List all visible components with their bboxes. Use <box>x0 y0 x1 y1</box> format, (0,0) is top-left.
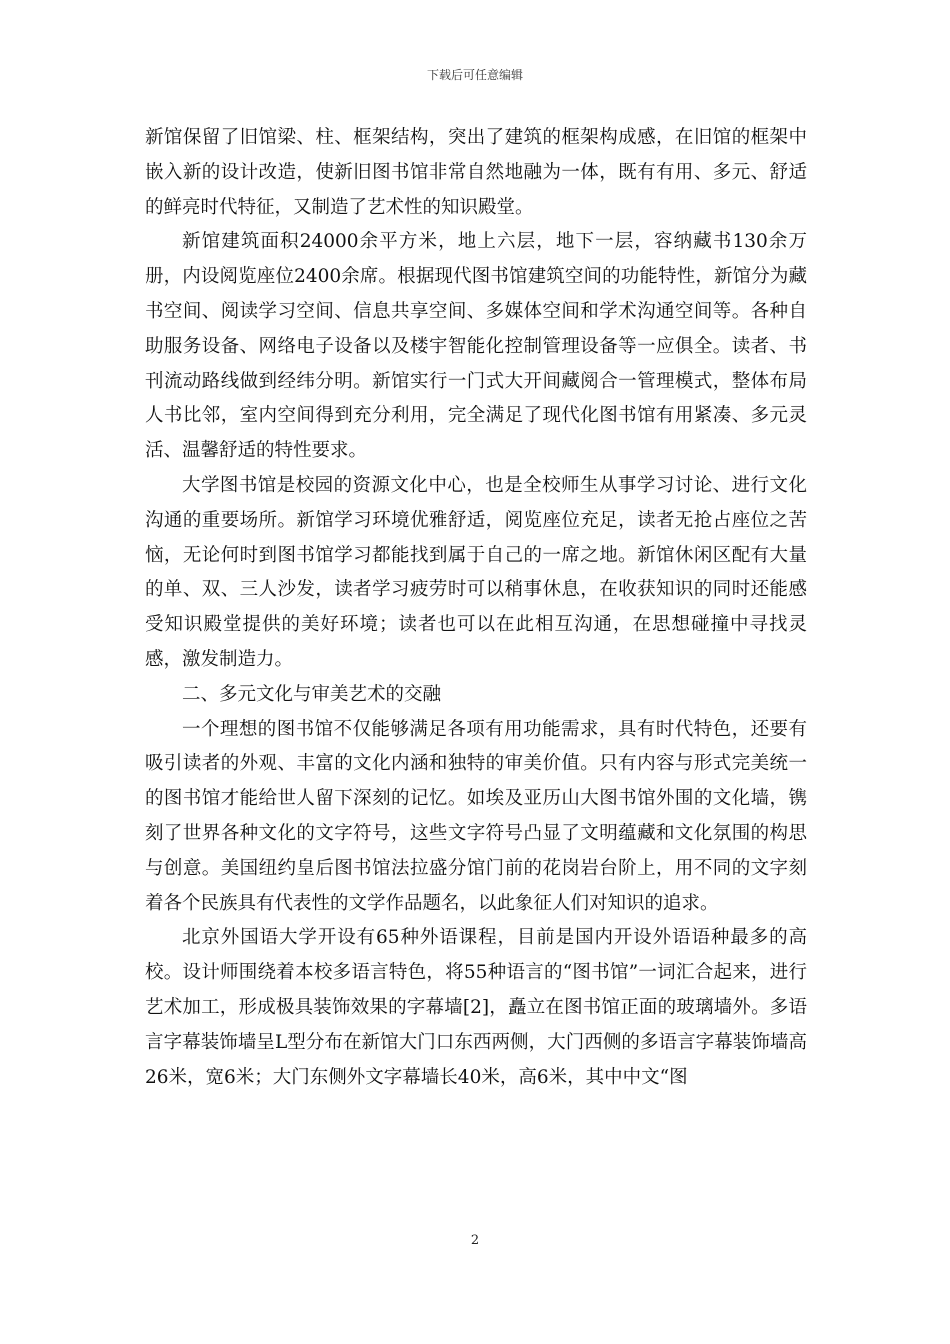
page-header: 下载后可任意编辑 <box>426 68 523 82</box>
paragraph: 一个理想的图书馆不仅能够满足各项有用功能需求，具有时代特色，还要有吸引读者的外观、丰富的文化内涵和独特的审美价值。只有内容与形式完美统一的图书馆才能给世人留下深刻的记忆。如埃及亚历山大图书馆外围的文化墙，镌刻了世界各种文化的文字符号，这些文字符号凸显了文明蕴藏和文化氛围的构思与创意。美国纽约皇后图书馆法拉盛分馆门前的花岗岩台阶上，用不同的文字刻着各个民族具有代表性的文学作品题名，以此象征人们对知识的追求。 <box>145 718 807 914</box>
paragraph: 大学图书馆是校园的资源文化中心，也是全校师生从事学习讨论、进行文化沟通的重要场所。新馆学习环境优雅舒适，阅览座位充足，读者无抢占座位之苦恼，无论何时到图书馆学习都能找到属于自己的一席之地。新馆休闲区配有大量的单、双、三人沙发，读者学习疲劳时可以稍事休息，在收获知识的同时还能感受知识殿堂提供的美好环境；读者也可以在此相互沟通，在思想碰撞中寻找灵感，激发制造力。 <box>145 474 807 670</box>
paragraph: 新馆建筑面积24000余平方米，地上六层，地下一层，容纳藏书130余万册，内设阅览座位2400余席。根据现代图书馆建筑空间的功能特性，新馆分为藏书空间、阅读学习空间、信息共享空间、多媒体空间和学术沟通空间等。各种自助服务设备、网络电子设备以及楼宇智能化控制管理设备等一应俱全。读者、书刊流动路线做到经纬分明。新馆实行一门式大开间藏阅合一管理模式，整体布局人书比邻，室内空间得到充分利用，完全满足了现代化图书馆有用紧凑、多元灵活、温馨舒适的特性要求。 <box>145 231 807 462</box>
paragraph: 北京外国语大学开设有65种外语课程，目前是国内开设外语语种最多的高校。设计师围绕着本校多语言特色，将55种语言的“图书馆”一词汇合起来，进行艺术加工，形成极具装饰效果的字幕墙[2]，矗立在图书馆正面的玻璃墙外。多语言字幕装饰墙呈L型分布在新馆大门口东西两侧，大门西侧的多语言字幕装饰墙高26米，宽6米；大门东侧外文字幕墙长40米，高6米，其中中文“图 <box>145 927 807 1088</box>
page-number: 2 <box>470 1233 480 1248</box>
document-body <box>145 121 807 1095</box>
paragraph-continuation: 新馆保留了旧馆梁、柱、框架结构，突出了建筑的框架构成感，在旧馆的框架中嵌入新的设计改造，使新旧图书馆非常自然地融为一体，既有有用、多元、舒适的鲜亮时代特征，又制造了艺术性的知识殿堂。 <box>145 127 807 218</box>
section-heading: 二、多元文化与审美艺术的交融 <box>182 683 442 705</box>
